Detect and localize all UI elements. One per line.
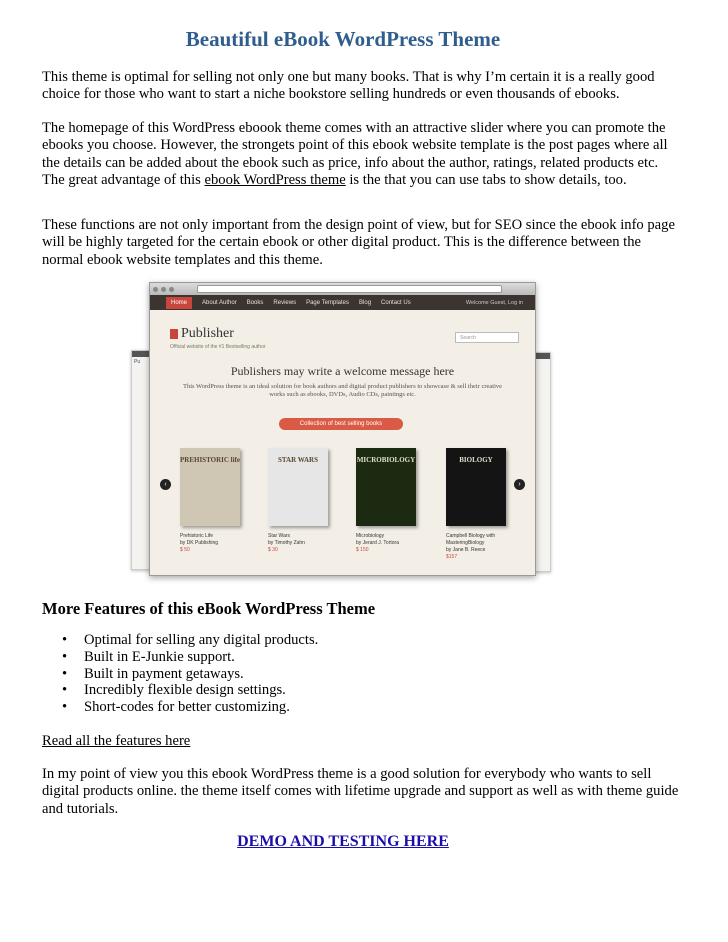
- book-name: Prehistoric Life: [180, 533, 214, 539]
- nav-item: About Author: [202, 299, 237, 306]
- book-caption: [356, 533, 426, 554]
- book-cover: [180, 448, 240, 526]
- book-cover-title: BIOLOGY: [459, 456, 493, 464]
- feature-item: • Incredibly flexible design settings.: [42, 682, 318, 699]
- collection-button: Collection of best selling books: [279, 418, 403, 430]
- site-brand: [170, 325, 266, 350]
- address-bar: [197, 285, 502, 293]
- site-search: Search: [455, 332, 519, 343]
- book-by: by DK Publishing: [180, 540, 219, 546]
- nav-item: Blog: [359, 299, 372, 306]
- book-price: $ 30: [268, 547, 278, 553]
- site-nav: [150, 295, 535, 310]
- slider-next-icon: ›: [514, 479, 525, 490]
- book-caption: [180, 533, 250, 554]
- demo-heading: [0, 833, 686, 851]
- features-list: [42, 632, 318, 716]
- brand-name: Publisher: [181, 325, 234, 341]
- conclusion-paragraph: In my point of view you this ebook WordPress theme is a good solution for everybody who wants to sell digital products online. the theme itself comes with lifetime upgrade and support as well as with theme guide and tutorials.: [42, 766, 679, 817]
- document-title: Beautiful eBook WordPress Theme: [185, 27, 501, 51]
- read-features-paragraph: [42, 733, 682, 750]
- background-page-left: Pu: [131, 350, 161, 570]
- book-cover: [356, 448, 416, 526]
- book-cover-title: PREHISTORIC life: [180, 456, 240, 464]
- nav-item: Contact Us: [381, 299, 411, 306]
- homepage-text-2: is the that you can use tabs to show details, too.: [345, 172, 627, 189]
- book-price: $ 50: [180, 547, 190, 553]
- browser-window: [149, 282, 536, 576]
- features-heading: More Features of this eBook WordPress Theme: [42, 599, 376, 618]
- welcome-text: This WordPress theme is an ideal solution for book authors and digital product publishers to showcase & sell their creative works such as ebooks, DVDs, Audio CDs, paintings etc.: [182, 383, 503, 398]
- brand-tagline: Official website of the #1 Bestselling author: [170, 344, 266, 350]
- book-by: by Jerard J. Tortora: [356, 540, 399, 546]
- feature-item: • Built in E-Junkie support.: [42, 649, 318, 666]
- intro-paragraph: This theme is optimal for selling not only one but many books. That is why I’m certain it is a really good choice for those who want to start a niche bookstore selling hundreds or even thousands of ebooks.: [42, 69, 655, 103]
- publisher-logo-icon: [170, 329, 178, 339]
- feature-item: • Optimal for selling any digital products.: [42, 632, 318, 649]
- book-caption: [446, 533, 516, 561]
- book-slider: [180, 448, 510, 526]
- homepage-text-1: The homepage of this WordPress eboook theme comes with an attractive slider where you can promote the ebooks you choose. However, the strongets point of this ebook website template is the post pages where all the details can be added about the ebook such as price, info about the author, ratings, related products etc. The great advantage of this: [42, 120, 668, 189]
- slider-prev-icon: ‹: [160, 479, 171, 490]
- nav-item: Page Templates: [306, 299, 350, 306]
- seo-paragraph: These functions are not only important from the design point of view, but for SEO since the ebook info page will be highly targeted for the certain ebook or other digital product. This is the difference between the normal ebook website templates and this theme.: [42, 217, 675, 268]
- book-cover: [446, 448, 506, 526]
- book-cover-title: STAR WARS: [277, 456, 318, 464]
- nav-item: Home: [166, 297, 192, 309]
- book-by: by Jane B. Reece: [446, 547, 486, 553]
- book-by: by Timothy Zahn: [268, 540, 305, 546]
- book-price: $157: [446, 554, 458, 560]
- book-price: $ 150: [356, 547, 369, 553]
- feature-item: • Built in payment getaways.: [42, 666, 318, 683]
- book-caption: [268, 533, 338, 554]
- homepage-paragraph: [42, 120, 682, 190]
- browser-toolbar: [150, 283, 535, 295]
- ebook-theme-link[interactable]: ebook WordPress theme: [204, 172, 346, 189]
- welcome-heading: Publishers may write a welcome message here: [230, 364, 455, 378]
- nav-item: Books: [246, 299, 264, 306]
- book-cover-title: MICROBIOLOGY: [356, 456, 416, 464]
- book-cover: [268, 448, 328, 526]
- theme-screenshot: [117, 280, 565, 582]
- book-name: Star Wars: [268, 533, 291, 539]
- book-name: Campbell Biology with MasteringBiology: [446, 533, 496, 546]
- book-name: Microbiology: [356, 533, 385, 539]
- feature-item: • Short-codes for better customizing.: [42, 699, 318, 716]
- nav-item: Reviews: [273, 299, 297, 306]
- nav-login: Welcome Guest, Log in: [465, 299, 523, 306]
- read-features-link[interactable]: Read all the features here: [42, 733, 191, 749]
- demo-link[interactable]: DEMO AND TESTING HERE: [237, 833, 449, 850]
